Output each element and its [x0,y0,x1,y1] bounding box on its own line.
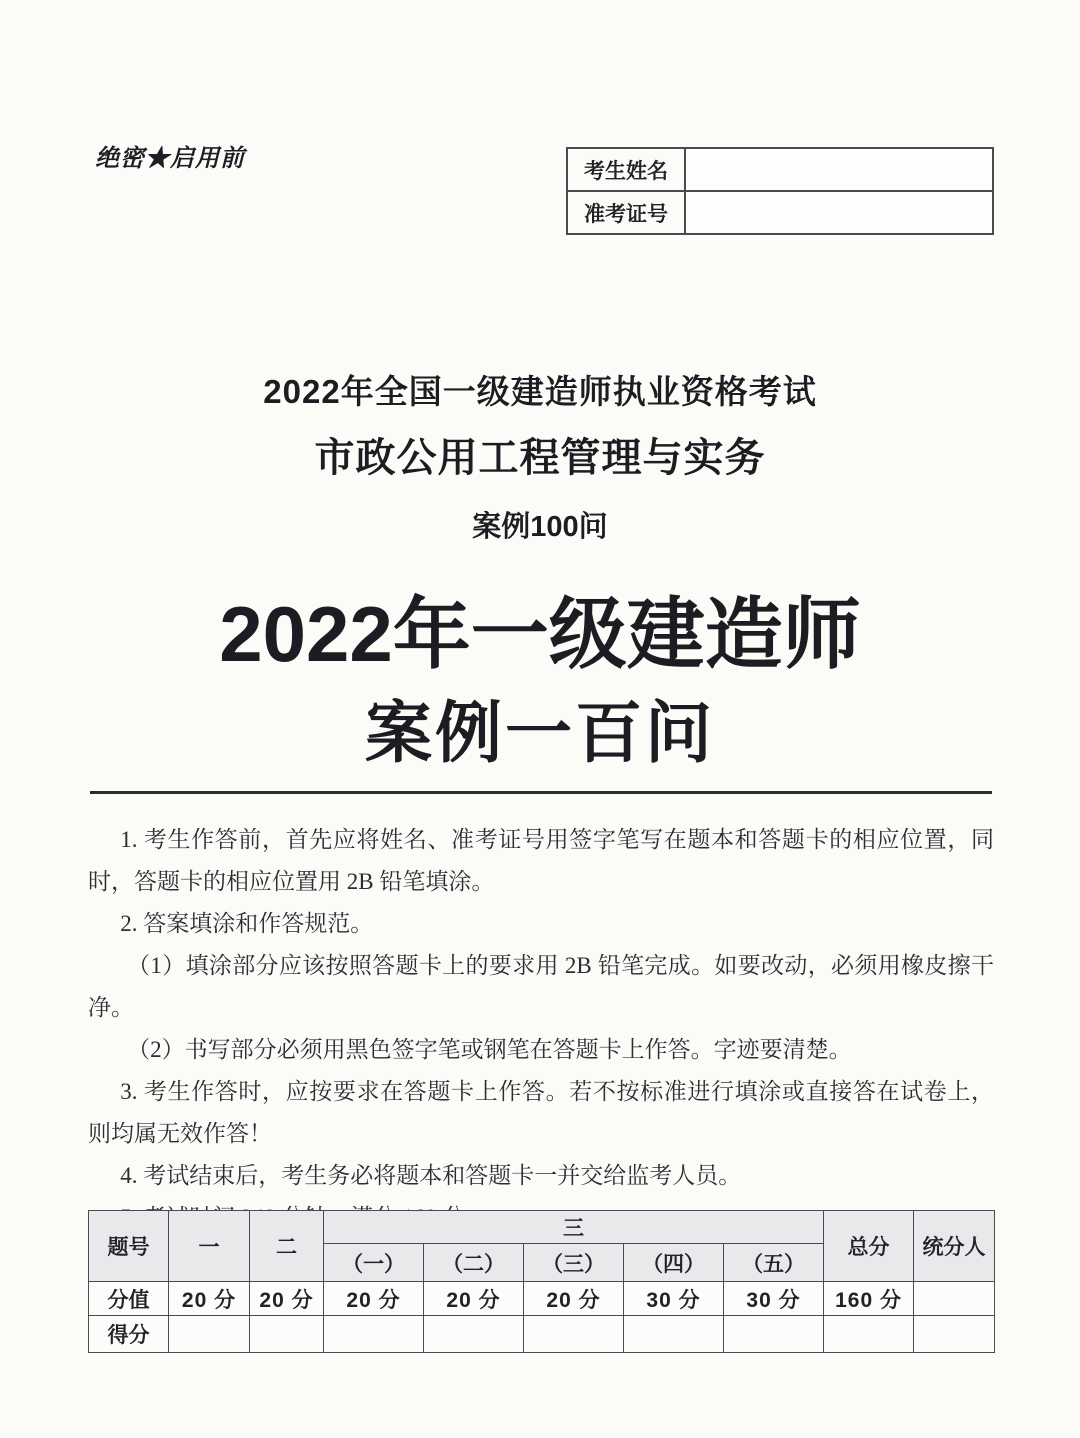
score-entry-cell[interactable] [524,1316,624,1353]
instruction-item: 4. 考试结束后，考生务必将题本和答题卡一并交给监考人员。 [120,1163,742,1188]
instruction-item: 1. 考生作答前，首先应将姓名、准考证号用签字笔写在题本和答题卡的相应位置，同时，答题卡的相应位置用 2B 铅笔填涂。 [88,827,994,894]
column-header-two: 二 [250,1211,324,1282]
points-cell: 20 分 [250,1282,324,1316]
sub-column-header-5: （五） [724,1244,824,1282]
score-table [88,1210,995,1353]
points-cell [914,1282,995,1316]
score-table-header-row [89,1211,995,1244]
sub-column-header-4: （四） [624,1244,724,1282]
score-entry-cell[interactable] [169,1316,250,1353]
points-cell: 160 分 [824,1282,914,1316]
divider-line [90,791,992,794]
subject-title: 市政公用工程管理与实务 [314,436,766,480]
total-score-header: 总分 [824,1211,914,1282]
scorer-header: 统分人 [914,1211,995,1282]
score-entry-cell[interactable] [724,1316,824,1353]
instruction-item: 3. 考生作答时，应按要求在答题卡上作答。若不按标准进行填涂或直接答在试卷上，则均属无效作答！ [88,1079,994,1146]
score-entry-cell[interactable] [250,1316,324,1353]
points-cell: 20 分 [324,1282,424,1316]
score-entry-cell[interactable] [624,1316,724,1353]
admission-ticket-row [567,191,993,234]
classification-label: 绝密★启用前 [95,146,245,172]
candidate-name-label: 考生姓名 [567,148,685,191]
points-row-label: 分值 [89,1282,169,1316]
candidate-info-table [566,147,994,235]
admission-ticket-label: 准考证号 [567,191,685,234]
instruction-subitem: （2）书写部分必须用黑色签字笔或钢笔在答题卡上作答。字迹要清楚。 [127,1037,852,1062]
score-row [89,1316,995,1353]
instruction-subitem: （1）填涂部分应该按照答题卡上的要求用 2B 铅笔完成。如要改动，必须用橡皮擦干净。 [88,953,994,1020]
points-cell: 20 分 [524,1282,624,1316]
points-cell: 20 分 [424,1282,524,1316]
sub-column-header-1: （一） [324,1244,424,1282]
score-entry-cell[interactable] [424,1316,524,1353]
exam-instructions [88,819,994,1239]
points-cell: 30 分 [624,1282,724,1316]
points-cell: 20 分 [169,1282,250,1316]
score-entry-cell[interactable] [914,1316,995,1353]
section-subtitle: 案例100问 [472,511,608,543]
admission-ticket-field[interactable] [685,191,993,234]
sub-column-header-3: （三） [524,1244,624,1282]
main-title-line1: 2022年一级建造师 [219,590,861,678]
score-row-label: 得分 [89,1316,169,1353]
column-header-three: 三 [324,1211,824,1244]
main-title-line2: 案例一百问 [365,696,715,771]
instruction-item: 2. 答案填涂和作答规范。 [120,911,374,936]
candidate-name-field[interactable] [685,148,993,191]
exam-series-title: 2022年全国一级建造师执业资格考试 [263,373,817,410]
question-number-header: 题号 [89,1211,169,1282]
candidate-name-row [567,148,993,191]
score-entry-cell[interactable] [824,1316,914,1353]
sub-column-header-2: （二） [424,1244,524,1282]
points-cell: 30 分 [724,1282,824,1316]
score-entry-cell[interactable] [324,1316,424,1353]
column-header-one: 一 [169,1211,250,1282]
points-row [89,1282,995,1316]
